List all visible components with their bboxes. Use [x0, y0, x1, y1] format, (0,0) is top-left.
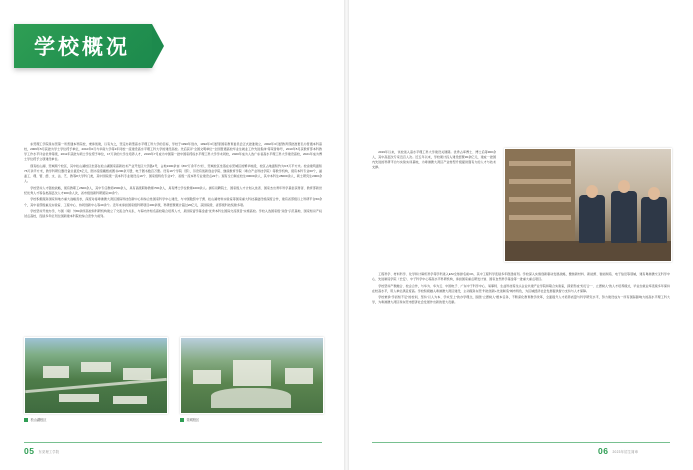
paragraph: 学校秉承“学而知不足”的校训，坚持“以人为本、学术至上”的办学理念，围绕“立德树人”根本任务，不断深化教育教学改革，全面提升人才培养质量与科学研究水平，努力建设成为一所有国际影响力的高水平理工科大学，为粤港澳大湾区和东莞市经济社会发展作出新的更大贡献。	[372, 295, 670, 305]
campus-square-photo	[180, 337, 324, 414]
photo-person-head	[648, 187, 660, 200]
paragraph: 东莞理工学院是东莞第一所普通本科院校，秉承创建，以有为之，坚定办新型高水平理工科大学的目标，学校于1990年创办，1992年3月经原国家教育委员会正式批准建立，2002年3月经教育部批准更名为普通本科高校，2006年5月获批为学士学位授予单位，2010年6月与华南大学等1年同校一流建设高水平理工科大学的建设高校。先后获评“全国文明单位”“全国普通高校毕业生就业工作先进集体”等荣誉称号，2010年5月获教育部本科教学工作水平评估优秀等级，2011年获批为硕士学位授予单位，17万余的大学生培养人才，2019年7月成为中国第一批中国家授权水平理工科大学学术同校，2020年成为人选广东省高水平理工科大学建设高校，2021年成为博士学位授予立项建设单位。	[24, 142, 322, 162]
paragraph: 工程科学、材料科学、化学和计算机科学等学科进入ESI全球排名前1%，其中工程科学连续多年稳居前列。学校深入实施创新驱动发展战略，聚焦新材料、新能源、智能制造、电子信息等领域，建有粤港澳交叉科学中心、先进制造学院（长安）、中子科学中心等高水平科研机构，承担国家重点研发计划、国家自然科学基金等一批重大重点项目。	[372, 272, 670, 282]
photo-building	[43, 366, 69, 378]
left-folio	[24, 446, 59, 456]
right-folio	[598, 446, 638, 456]
right-page-top-text	[372, 150, 496, 172]
photo-desk	[505, 241, 671, 261]
folio-text: 东莞理工学院	[38, 449, 60, 454]
green-square-icon	[24, 418, 28, 422]
caption-text: 莞城校区	[186, 418, 200, 422]
page-number: 06	[598, 446, 609, 456]
photo-shelf-row	[509, 161, 571, 166]
campus-square-caption	[180, 417, 199, 422]
photo-shelf-row	[509, 215, 571, 220]
photo-building	[59, 394, 99, 402]
photo-building	[81, 362, 111, 372]
right-footer-rule	[372, 442, 670, 443]
photo-person-head	[618, 180, 630, 193]
caption-text: 松山湖校区	[30, 418, 47, 422]
left-page-body-text	[24, 142, 322, 221]
photo-building	[233, 360, 271, 386]
photo-plaza	[211, 388, 291, 408]
right-page-bottom-text	[372, 272, 670, 307]
page-number: 05	[24, 446, 35, 456]
photo-person-head	[586, 185, 598, 198]
photo-building	[193, 370, 221, 384]
paragraph: 学校积极服务国家和地方重大战略需求，深度对接粤港澳大湾区国际科技创新中心和综合性国家科学中心建设，与中国散裂中子源、松山湖材料实验室等国家重大科技基础设施深度合作，建有省部级以上科研平台60余个，其中省部级重点实验室、工程中心、协同创新中心等40余个。近年来承担国家级科研项目400余项，科研经费累计超过20亿元，获国家级、省部级科技奖励多项。	[24, 197, 322, 207]
photo-road	[25, 378, 167, 393]
paragraph: 学校坚持产教融合、校企合作，与华为、华为云、中国电子、广东中子科学中心、易事特、生益科技等龙头企业共建产业学院和联合实验室，探索形成“知行合一、立德树人”的人才培养模式，毕业生就业率连续多年保持在较高水平，用人单位满意度高。学校积极融入粤港澳大湾区建设，主动服务东莞“科技创新+先进制造”城市特色，为区域经济社会发展提供智力支持与人才保障。	[372, 283, 670, 293]
paragraph: 2019年以来，该校进入高水平理工科大学建设关键期。优秀占率博士、博士后等900余人，其中高层次专家近百人次。近五年以来，学校累计投入建设经费30余亿元，建成一批国内先进的科研平台与实验实训基地，为粤港澳大湾区产业转型升级提供强有力的人才与技术支撑。	[372, 150, 496, 170]
photo-building	[123, 368, 151, 380]
photo-building	[285, 368, 313, 384]
left-footer-rule	[24, 442, 322, 443]
photo-person	[641, 197, 667, 243]
page-title: 学校概况	[34, 36, 130, 59]
paragraph: 学校坚持开放办学，与国（境）外80余所高校和科研机构建立了交流合作关系，与海内外知名高校联合培养人才，是国家留学基金委“优秀本科生国际交流项目”实施高校。学校入选国家级“双创”示范基地、国家知识产权试点高校，连续多年位列全国新建本科院校综合竞争力前列。	[24, 209, 322, 219]
photo-building	[113, 396, 147, 404]
folio-text: 2023年招生简章	[612, 449, 639, 454]
aerial-campus-caption	[24, 417, 46, 422]
office-meeting-photo	[504, 148, 672, 262]
photo-person	[579, 195, 605, 243]
photo-person	[611, 191, 637, 243]
photo-shelf-row	[509, 179, 571, 184]
green-square-icon	[180, 418, 184, 422]
paragraph: 现有松山湖、莞城两个校区，其中松山湖校区坐落在松山湖国家高新技术产业开发区大学路1号，占地1300余亩（867万余平方米），莞城校区坐落在东莞城区的繁华地段，校区占地面积约为9.5万平方米。校舍建筑面积76万余平方米，教学科研仪器设备总值近5亿元，图书馆馆藏纸质图书200余万册，电子图书数百万册。设有19个学院（部），另设有创新创业学院、继续教育学院（粤台产业科技学院）等教学机构，现有本科专业60个，涵盖工、理、管、经、文、法、艺、教等8大学科门类，其中国家级一流本科专业建设点19个、国家级特色专业3个、省级一流本科专业建设点22个。现有全日制在校生30000余人，其中本科生28000余人，硕士研究生2000余人。	[24, 163, 322, 184]
aerial-campus-photo	[24, 337, 168, 414]
section-title-ribbon	[14, 24, 152, 68]
photo-shelf-row	[509, 197, 571, 202]
paragraph: 学校坚持人才强校战略，现有教职工2600余人，其中专任教师1500余人，具有高级职称教师700余人，具有博士学位教师1000余人。拥有双聘院士、国家级人才计划入选者、国家杰出青年科学基金获得者、教育部新世纪优秀人才等各类高层次人才300余人次，省市级创新科研团队30余个。	[24, 185, 322, 195]
